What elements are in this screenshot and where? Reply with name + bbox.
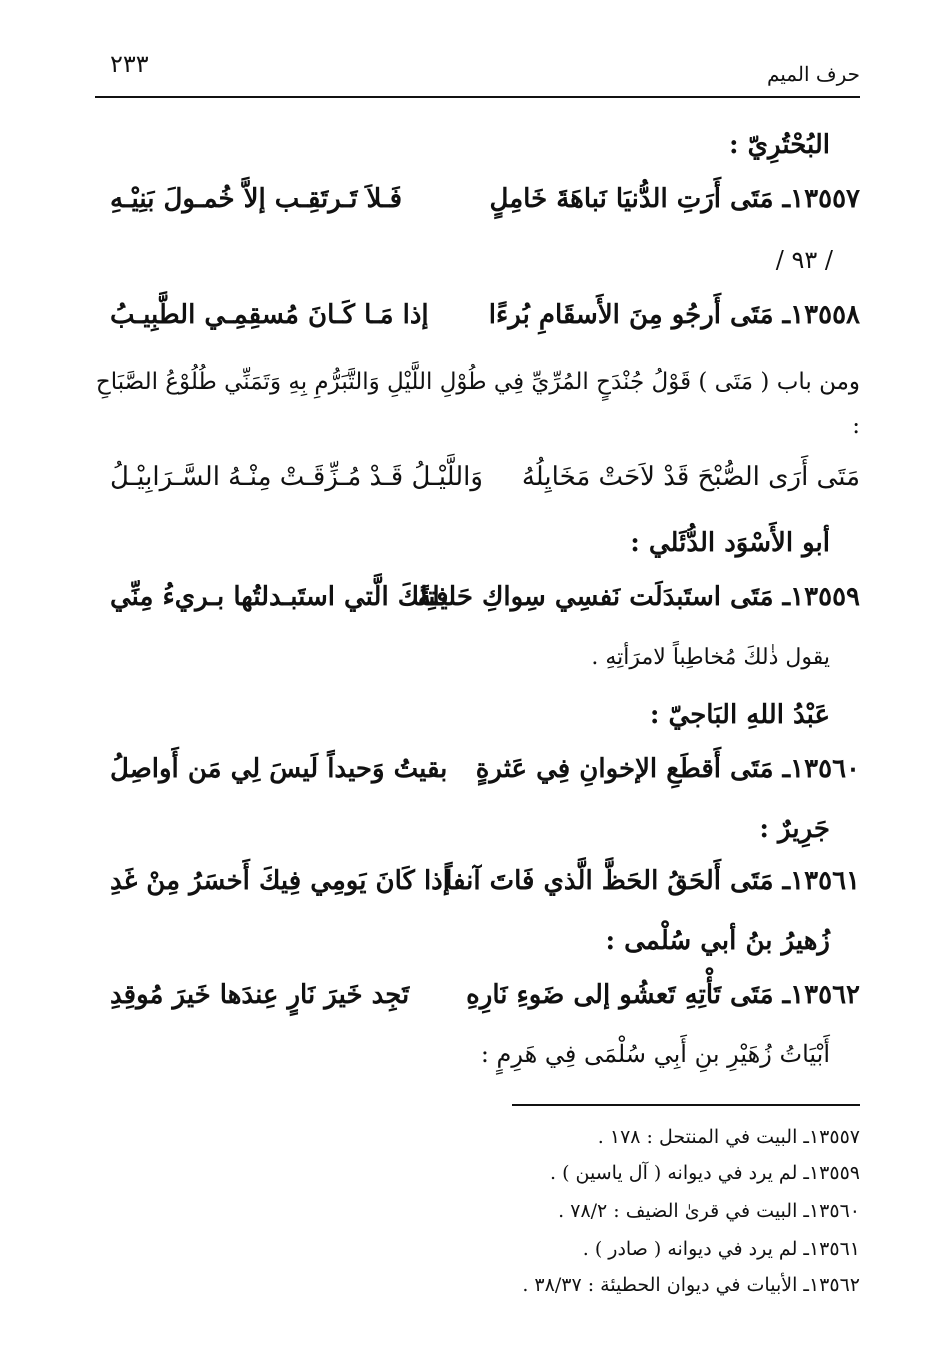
footnote-divider [512,1104,860,1106]
footnote: ١٣٥٥٧ـ البيت في المنتحل : ١٧٨ . [597,1126,860,1148]
verse-second-hemistich: إذا مَـا كَـانَ مُسقِمِـي الطَّبِيـبُ [110,300,429,330]
poet-name: عَبْدُ اللهِ البَاجيّ : [649,700,830,730]
verse-first-hemistich: مَتَى أَرَى الصُّبْحَ قَدْ لاَحَتْ مَخَايِلُهُ [521,462,860,492]
poet-name: أبو الأَسْوَد الدُّئَلي : [630,528,830,558]
verse-second-hemistich: بقيتُ وَحيداً لَيسَ لِي مَن أَواصِلُ [110,754,448,784]
page-number: ٢٣٣ [110,50,149,78]
verse-unnumbered [110,462,860,508]
verse-second-hemistich: تَجِد خَيرَ نَارٍ عِندَها خَيرَ مُوقِدِ [110,980,410,1010]
poet-name: جَرِيرٌ : [759,814,830,844]
verse-1361 [110,866,860,912]
verse-first-hemistich: ١٣٥٦٢ـ مَتَى تَأْتِهِ تَعشُو إلى ضَوءِ نَارِهِ [466,980,860,1010]
prose-paragraph: ومن باب ( مَتَى ) قَوْلُ جُنْدَحٍ المُرِّيِّ فِي طُوْلِ اللَّيْلِ وَالتَّبَرُّمِ بِهِ وَتَمَنِّي طُلُوْعُ الصَّبَاحِ : [95,369,860,439]
verse-first-hemistich: ١٣٥٦١ـ مَتَى أَلحَقُ الحَظَّ الَّذي فَاتَ آنفاً [445,866,860,896]
footnote: ١٣٥٦٠ـ البيت في قرىٰ الضيف : ٧٨/٢ . [558,1200,860,1222]
verse-reference: / ٩٣ / [775,246,833,274]
verse-second-hemistich: فتِلكَ الَّتي استَبـدلتُها بـريءُ مِنِّي [110,582,449,612]
poet-name: زُهيرُ بنُ أبي سُلْمى : [605,926,830,956]
verse-1357 [110,184,860,230]
prose-line: يقول ذٰلكَ مُخاطِباً لامرَأتِهِ . [591,645,830,670]
verse-second-hemistich: وَاللَّيْـلُ قَـدْ مُـزِّقَـتْ مِنْـهُ السَّـرَابِيْـلُ [110,462,483,492]
verse-1360 [110,754,860,800]
prose-line: أَبْيَاتُ زُهَيْرِ بنِ أَبِي سُلْمَى فِي هَرِمٍ : [480,1040,830,1068]
verse-first-hemistich: ١٣٥٥٨ـ مَتَى أَرجُو مِنَ الأَسقَامِ بُرءًا [488,300,860,330]
poet-name: البُحْتُرِيّ : [729,130,830,160]
verse-first-hemistich: ١٣٥٥٧ـ مَتَى أَرَتِ الدُّنيَا نَباهَةَ خَامِلٍ [489,184,860,214]
verse-1359 [110,582,860,628]
footnote: ١٣٥٦١ـ لم يرد في ديوانه ( صادر ) . [582,1238,860,1260]
page-header [95,48,860,98]
running-title: حرف الميم [766,62,860,86]
verse-first-hemistich: ١٣٥٥٩ـ مَتَى استَبدَلَت نَفسِي سِواكِ حَليلةً [417,582,860,612]
verse-1362 [110,980,860,1026]
verse-second-hemistich: فَـلاَ تَـرتَقِـب إلاَّ خُمـولَ بَنِيْـهِ [110,184,403,214]
verse-second-hemistich: إذا كَانَ يَومِي فِيكَ أَخسَرُ مِنْ غَدِ [110,866,450,896]
footnote: ١٣٥٦٢ـ الأبيات في ديوان الحطيئة : ٣٨/٣٧ . [522,1274,860,1296]
verse-1358 [110,300,860,346]
footnote: ١٣٥٥٩ـ لم يرد في ديوانه ( آل ياسين ) . [550,1162,860,1184]
verse-first-hemistich: ١٣٥٦٠ـ مَتَى أَقطَعِ الإخوانِ فِي عَثرةٍ [475,754,860,784]
